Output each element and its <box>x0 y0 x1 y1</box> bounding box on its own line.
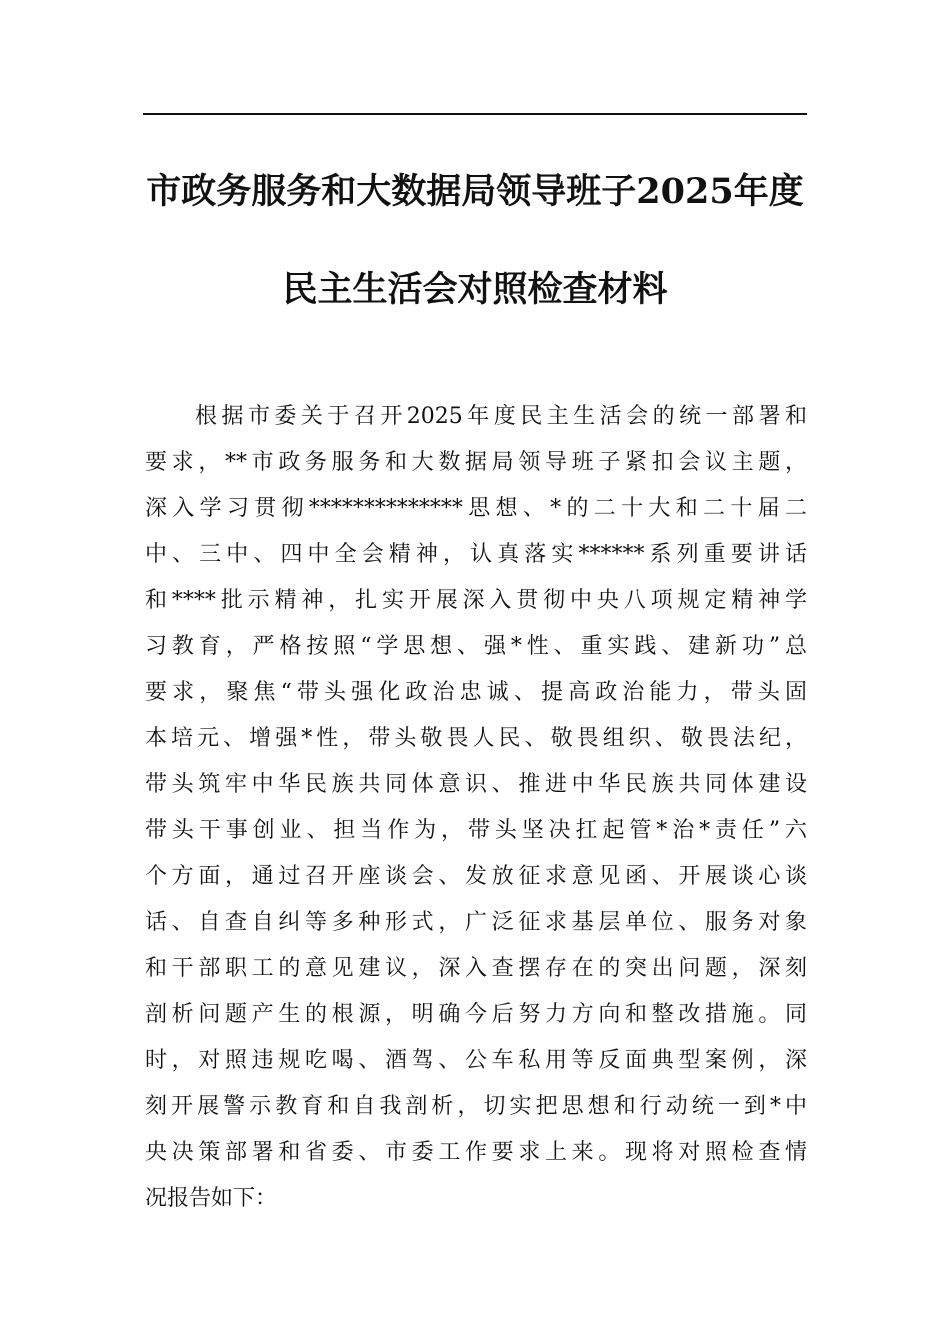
body-line: 本培元、增强*性，带头敬畏人民、敬畏组织、敬畏法纪， <box>145 726 807 751</box>
document-title-line-2: 民主生活会对照检查材料 <box>282 269 668 310</box>
body-line: 根据市委关于召开2025年度民主生活会的统一部署和 <box>195 404 807 429</box>
body-line: 带头干事创业、担当作为，带头坚决扛起管*治*责任”六 <box>145 818 807 843</box>
document-title-line-1: 市政务服务和大数据局领导班子2025年度 <box>146 171 804 212</box>
body-line: 个方面，通过召开座谈会、发放征求意见函、开展谈心谈 <box>145 864 807 889</box>
header-rule <box>143 113 807 115</box>
body-paragraph <box>145 394 807 1222</box>
body-line: 中、三中、四中全会精神，认真落实******系列重要讲话 <box>145 542 807 567</box>
body-line: 带头筑牢中华民族共同体意识、推进中华民族共同体建设 <box>145 772 807 797</box>
body-line: 和干部职工的意见建议，深入查摆存在的突出问题，深刻 <box>145 956 807 981</box>
body-line: 况报告如下： <box>145 1186 278 1211</box>
body-line: 和****批示精神，扎实开展深入贯彻中央八项规定精神学 <box>145 588 807 613</box>
body-line: 剖析问题产生的根源，明确今后努力方向和整改措施。同 <box>145 1002 807 1027</box>
body-line: 深入学习贯彻**************思想、*的二十大和二十届二 <box>145 496 807 521</box>
body-line: 要求，**市政务服务和大数据局领导班子紧扣会议主题， <box>145 450 807 475</box>
body-line: 刻开展警示教育和自我剖析，切实把思想和行动统一到*中 <box>145 1094 807 1119</box>
body-line: 时，对照违规吃喝、酒驾、公车私用等反面典型案例，深 <box>145 1048 807 1073</box>
body-line: 习教育，严格按照“学思想、强*性、重实践、建新功”总 <box>145 634 807 659</box>
body-line: 要求，聚焦“带头强化政治忠诚、提高政治能力，带头固 <box>145 680 807 705</box>
body-line: 话、自查自纠等多种形式，广泛征求基层单位、服务对象 <box>145 910 807 935</box>
body-line: 央决策部署和省委、市委工作要求上来。现将对照检查情 <box>145 1140 807 1165</box>
